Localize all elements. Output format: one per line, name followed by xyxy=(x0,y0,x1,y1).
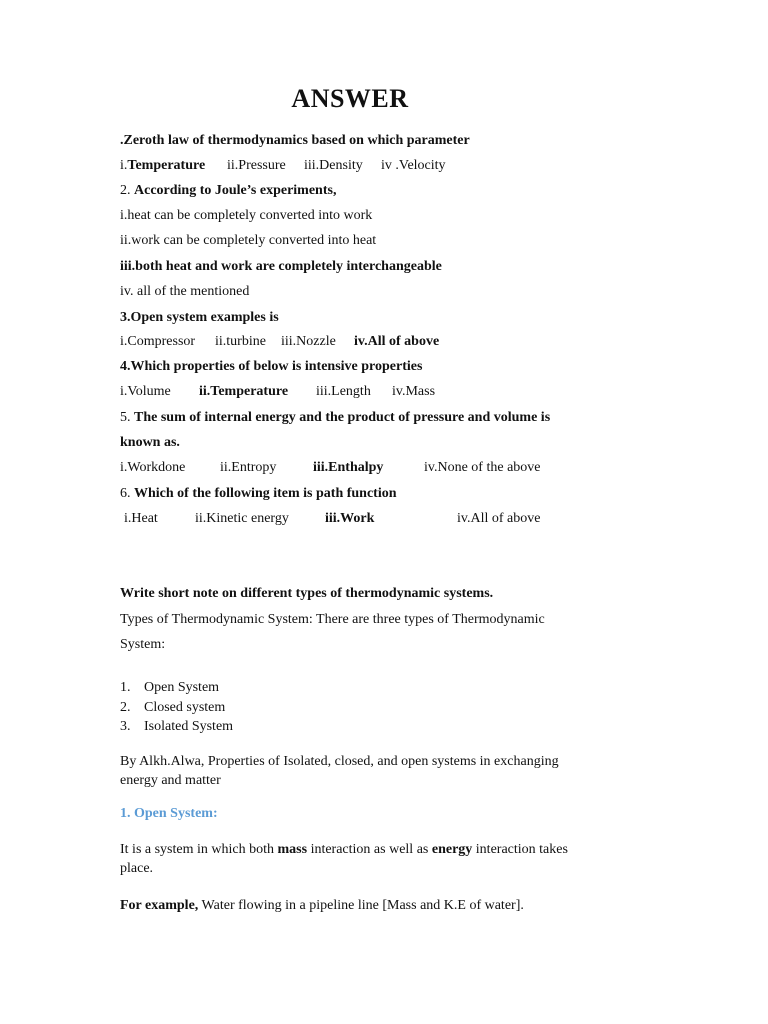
q6-option-1: i.Heat xyxy=(124,511,158,526)
question-2 xyxy=(120,182,336,200)
q2-text: According to Joule’s experiments, xyxy=(134,183,337,198)
q2-option-4: iv. all of the mentioned xyxy=(120,284,250,299)
q3-option-3: iii.Nozzle xyxy=(281,334,336,349)
page-title: ANSWER xyxy=(291,84,409,113)
question-6 xyxy=(120,485,397,503)
figure-caption-line-2: energy and matter xyxy=(120,773,221,788)
q2-number: 2. xyxy=(120,183,131,198)
question-4-options xyxy=(120,383,436,401)
q5-option-1: i.Workdone xyxy=(120,460,186,475)
list-item: 2. Closed system xyxy=(120,699,226,715)
q3-option-4: iv.All of above xyxy=(354,334,440,349)
q5-number: 5. xyxy=(120,410,131,425)
q4-option-2: ii.Temperature xyxy=(199,384,289,399)
q1-option-3: iii.Density xyxy=(304,158,363,173)
question-3: 3.Open system examples is xyxy=(120,310,279,325)
q5-option-2: ii.Entropy xyxy=(220,460,277,475)
question-5-options xyxy=(120,459,541,477)
open-system-definition-line-2: place. xyxy=(120,861,154,876)
q5-text-line-1: The sum of internal energy and the product of pressure and volume is xyxy=(134,410,551,425)
q6-option-3: iii.Work xyxy=(325,511,375,526)
question-1: .Zeroth law of thermodynamics based on which parameter xyxy=(120,133,470,148)
q3-option-1: i.Compressor xyxy=(120,334,196,349)
q4-option-1: i.Volume xyxy=(120,384,171,399)
q2-option-2: ii.work can be completely converted into heat xyxy=(120,233,377,248)
figure-caption-line-1: By Alkh.Alwa, Properties of Isolated, closed, and open systems in exchanging xyxy=(120,754,559,769)
q3-option-2: ii.turbine xyxy=(215,334,266,349)
list-item: 3. Isolated System xyxy=(120,719,234,734)
q4-option-3: iii.Length xyxy=(316,384,371,399)
open-system-definition: It is a system in which both mass interaction as well as energy interaction takes xyxy=(120,842,568,857)
list-item: 1. Open System xyxy=(120,680,220,695)
q5-option-3: iii.Enthalpy xyxy=(313,460,384,475)
q2-option-1: i.heat can be completely converted into work xyxy=(120,208,373,223)
q2-option-3: iii.both heat and work are completely interchangeable xyxy=(120,259,442,274)
question-4: 4.Which properties of below is intensive properties xyxy=(120,359,423,374)
q6-text: Which of the following item is path function xyxy=(134,486,397,501)
question-1-options xyxy=(120,157,446,175)
q1-option-4: iv .Velocity xyxy=(381,158,446,173)
q1-option-2: ii.Pressure xyxy=(227,158,286,173)
question-5 xyxy=(120,409,550,427)
open-system-heading: 1. Open System: xyxy=(120,806,218,821)
question-3-options xyxy=(120,333,440,351)
short-note-intro-line-1: Types of Thermodynamic System: There are three types of Thermodynamic xyxy=(120,612,545,627)
open-system-example: For example, Water flowing in a pipeline line [Mass and K.E of water]. xyxy=(120,898,524,913)
q5-text-line-2: known as. xyxy=(120,435,180,450)
q6-option-2: ii.Kinetic energy xyxy=(195,511,289,526)
short-note-intro-line-2: System: xyxy=(120,637,166,652)
system-types-list xyxy=(120,678,233,737)
q1-option-1: i.Temperature xyxy=(120,158,206,173)
q4-option-4: iv.Mass xyxy=(392,384,436,399)
question-6-options xyxy=(124,510,541,528)
q5-option-4: iv.None of the above xyxy=(424,460,541,475)
short-note-heading: Write short note on different types of thermodynamic systems. xyxy=(120,586,494,601)
q6-option-4: iv.All of above xyxy=(457,511,541,526)
q6-number: 6. xyxy=(120,486,131,501)
